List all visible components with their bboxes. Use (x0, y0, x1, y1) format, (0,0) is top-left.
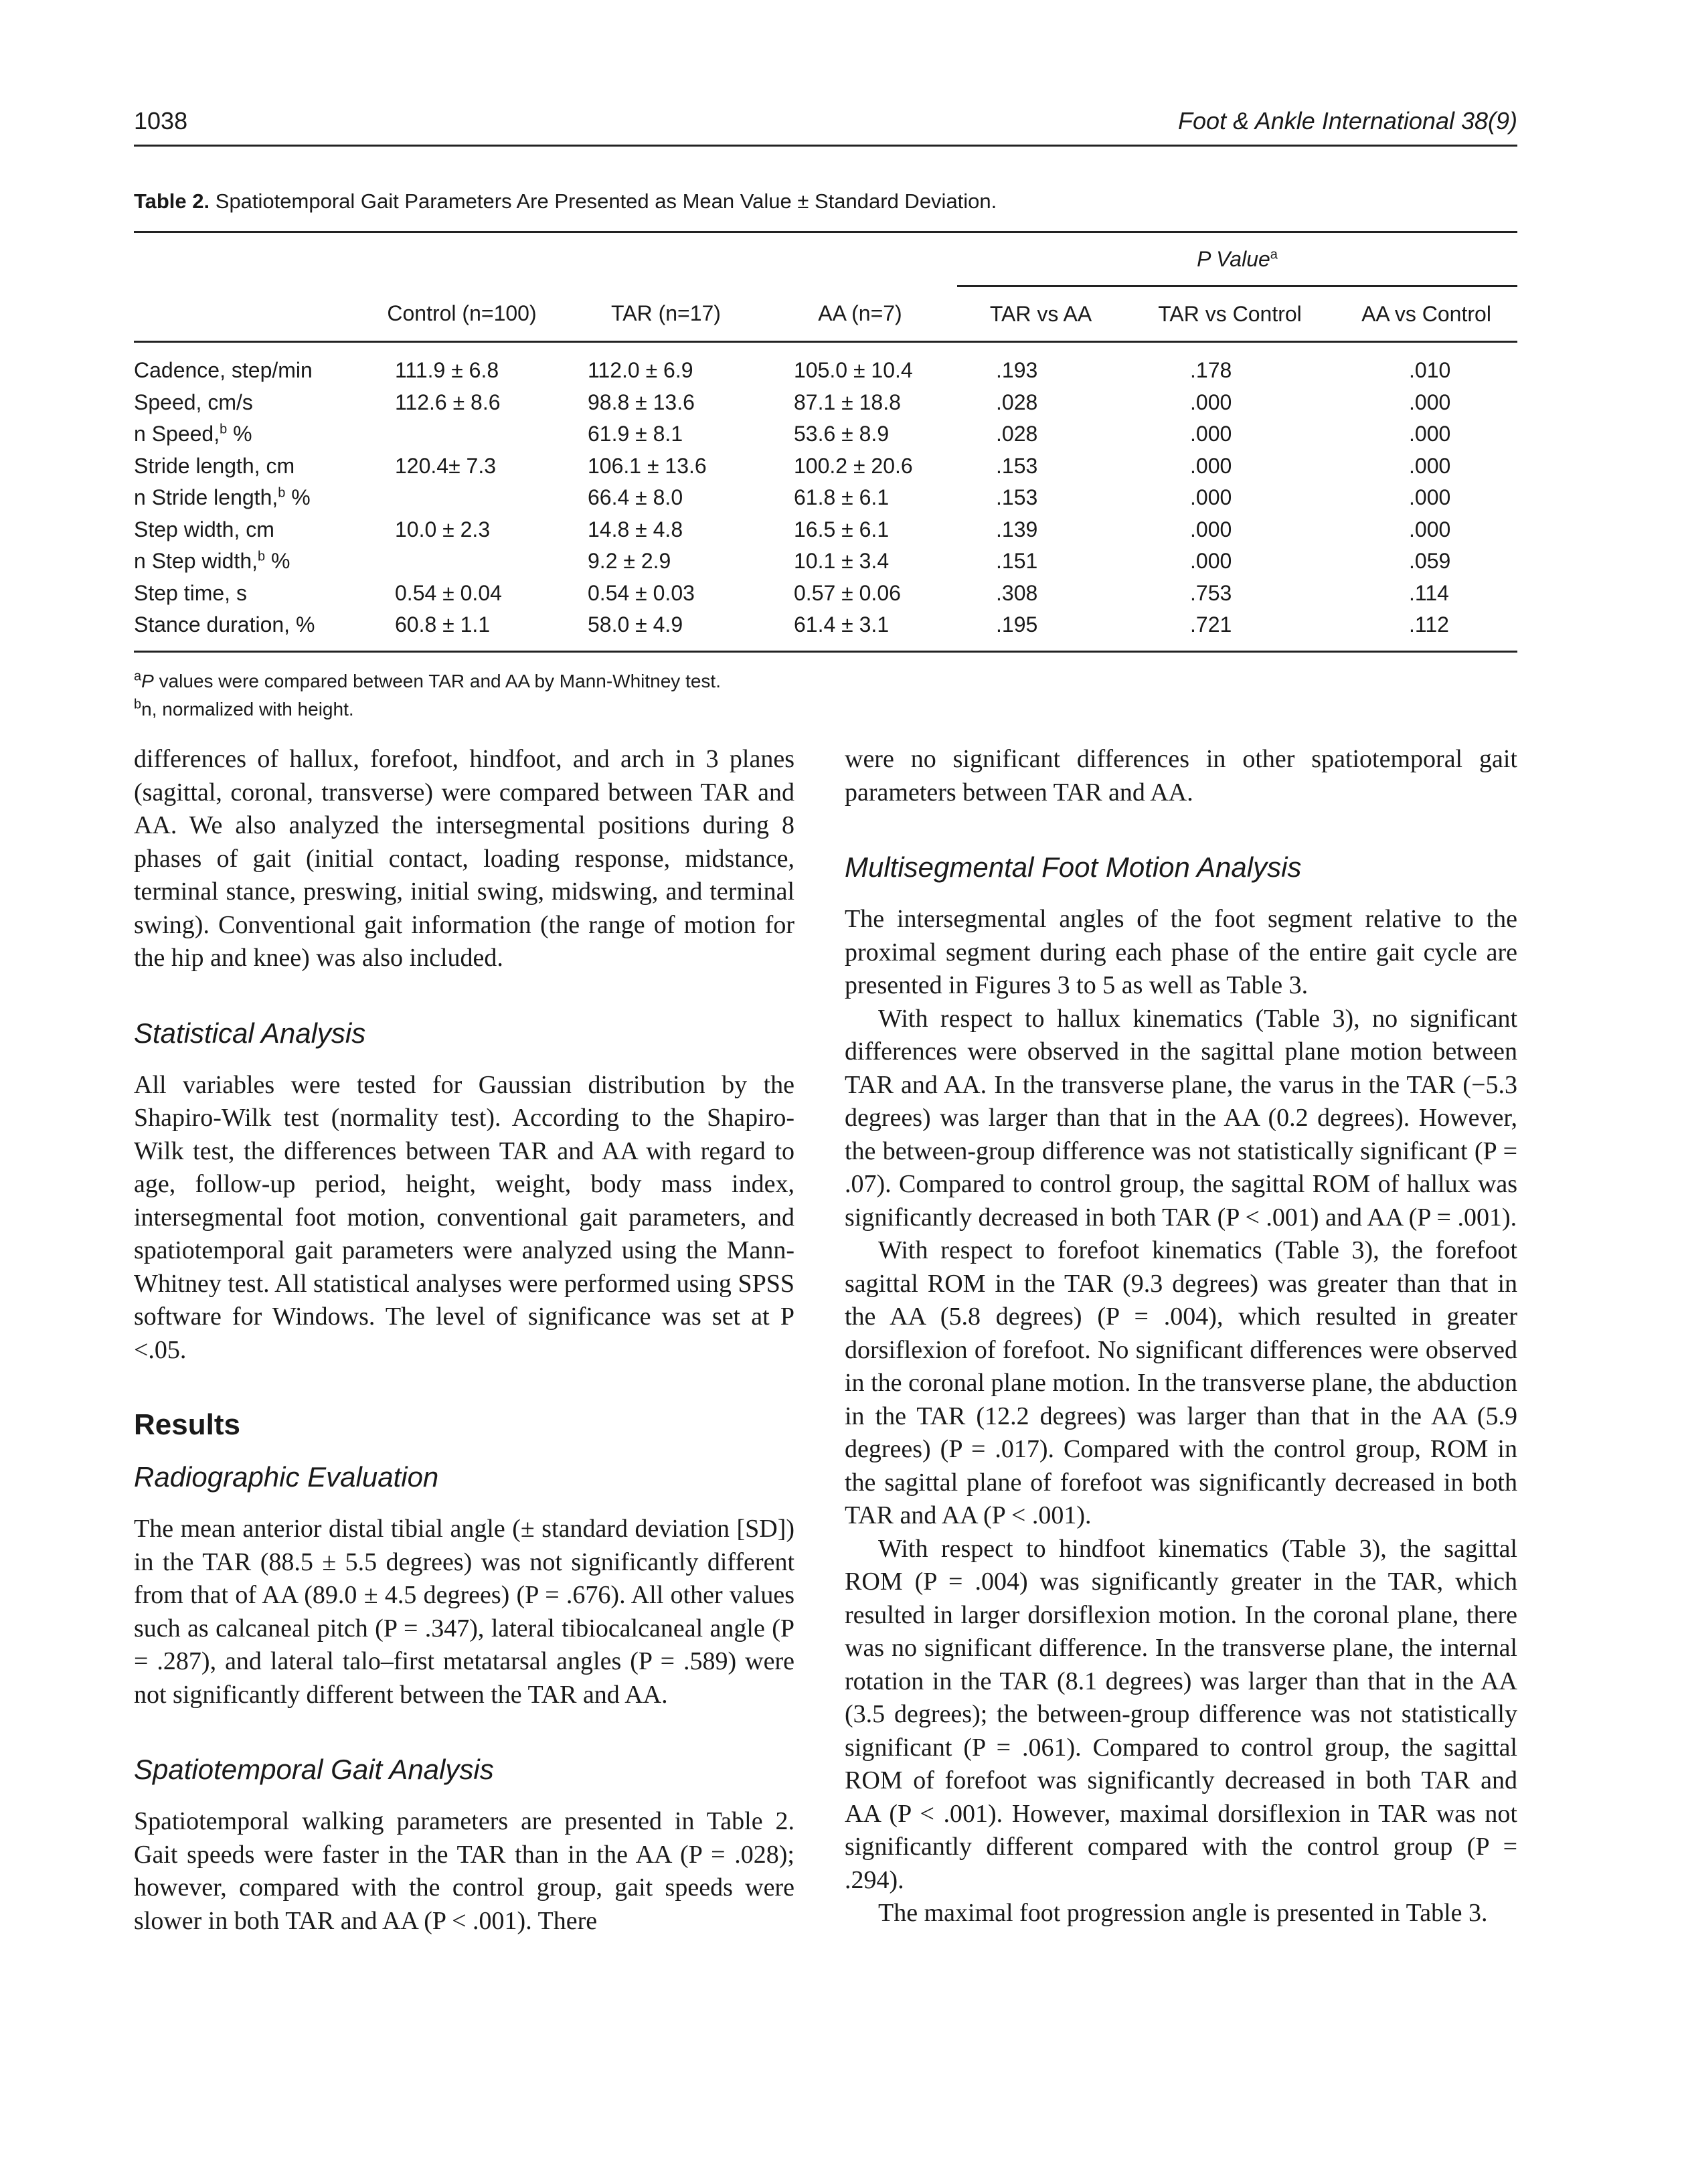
table-cell: .000 (1190, 422, 1232, 446)
table-row (134, 418, 1517, 450)
multisegmental-heading: Multisegmental Foot Motion Analysis (845, 851, 1302, 883)
table-cell: 98.8 ± 13.6 (588, 390, 695, 414)
forefoot-paragraph: With respect to forefoot kinematics (Table 3), the forefoot sagittal ROM in the TAR (9.3 degrees) was greater than that in the AA (5.8 degrees) (P = .004), which resulted in greater dorsiflexion of forefoot. No significant differences were observed in the coronal plane motion. In the transverse plane, the abduction in the TAR (12.2 degrees) was larger than that in the AA (5.9 degrees) (P = .017). Compared with the control group, ROM in the sagittal plane of forefoot was significantly decreased in both TAR and AA (P < .001). (845, 1236, 1517, 1529)
table-row (134, 545, 1517, 578)
gait-parameters-table (134, 231, 1517, 653)
table-cell: 0.57 ± 0.06 (794, 580, 901, 605)
radiographic-evaluation-heading: Radiographic Evaluation (134, 1461, 439, 1493)
row-label: Speed, cm/s (134, 390, 253, 414)
spatiotemporal-paragraph: Spatiotemporal walking parameters are presented in Table 2. Gait speeds were faster in the TAR than in the AA (P = .028); however, compared with the control group, gait speeds were slower in both TAR and AA (P < .001). There (134, 1807, 794, 1935)
table-body (134, 342, 1517, 652)
table-cell: 61.9 ± 8.1 (588, 422, 683, 446)
table-2 (134, 184, 1517, 724)
table-cell (355, 545, 569, 578)
table-cell: .153 (996, 485, 1038, 510)
row-label: Cadence, step/min (134, 358, 313, 383)
table-caption (134, 184, 1517, 219)
table-cell: 106.1 ± 13.6 (588, 453, 707, 478)
table-cell: .151 (996, 549, 1038, 574)
table-caption-text: Spatiotemporal Gait Parameters Are Presented as Mean Value ± Standard Deviation. (215, 189, 997, 213)
intro-paragraph: differences of hallux, forefoot, hindfoot, and arch in 3 planes (sagittal, coronal, transverse) were compared between TAR and AA. We also analyzed the intersegmental positions during 8 phases of gait (initial contact, loading response, midstance, terminal stance, preswing, initial swing, midswing, and terminal swing). Conventional gait information (the range of motion for the hip and knee) was also included. (134, 745, 794, 972)
table-cell: .112 (1335, 609, 1517, 651)
footnote-a: $^a$P values were compared between TAR and AA by Mann-Whitney test. (134, 669, 721, 691)
table-cell: .000 (1190, 390, 1232, 414)
table-cell: .000 (1190, 485, 1232, 510)
radiographic-paragraph: The mean anterior distal tibial angle (± standard deviation [SD]) in the TAR (88.5 ± 5.5 degrees) was not significantly different from that of AA (89.0 ± 4.5 degrees) (P = .676). All other values such as calcaneal pitch (P = .347), lateral tibiocalcaneal angle (P = .287), and lateral talo–first metatarsal angles (P = .589) were not significantly different between the TAR and AA. (134, 1515, 794, 1709)
table-cell: .721 (1124, 609, 1335, 651)
table-cell: 14.8 ± 4.8 (588, 517, 683, 541)
table-cell: .308 (996, 580, 1038, 605)
row-label: n Stride length,$^b$ % (134, 485, 311, 510)
table-cell: .000 (1190, 549, 1232, 574)
table-cell: .000 (1409, 485, 1451, 510)
multisegmental-paragraph-1: The intersegmental angles of the foot segment relative to the proximal segment during each phase of the entire gait cycle are presented in Figures 3 to 5 as well as Table 3. (845, 905, 1517, 999)
statistical-analysis-paragraph: All variables were tested for Gaussian distribution by the Shapiro-Wilk test (normality test). According to the Shapiro-Wilk test, the differences between TAR and AA with regard to age, follow-up period, height, weight, body mass index, intersegmental foot motion, conventional gait parameters, and spatiotemporal gait parameters were analyzed using the Mann-Whitney test. All statistical analyses were performed using SPSS software for Windows. The level of significance was set at P <.05. (134, 1070, 794, 1364)
table-cell: .010 (1409, 358, 1451, 383)
table-cell: .753 (1190, 580, 1232, 605)
table-cell: 58.0 ± 4.9 (569, 609, 763, 651)
continuation-paragraph: were no significant differences in other spatiotemporal gait parameters between TAR and AA. (845, 745, 1517, 807)
table-cell: .000 (1190, 453, 1232, 478)
col-header-aa: AA (n=7) (763, 286, 957, 342)
table-row (134, 450, 1517, 483)
row-label: Stance duration, % (134, 609, 355, 651)
table-cell: 112.0 ± 6.9 (588, 358, 693, 383)
left-column (134, 743, 794, 1938)
table-cell (355, 418, 569, 450)
table-cell: .193 (996, 358, 1038, 383)
footnote-b: $^b$n, normalized with height. (134, 697, 354, 720)
table-row (134, 514, 1517, 546)
table-cell (355, 482, 569, 514)
table-cell: .059 (1409, 549, 1451, 574)
table-cell: 10.0 ± 2.3 (395, 517, 491, 541)
table-cell: .195 (957, 609, 1124, 651)
hindfoot-paragraph: With respect to hindfoot kinematics (Table 3), the sagittal ROM (P = .004) was significantly greater in the TAR, which resulted in larger dorsiflexion motion. In the coronal plane, there was no significant difference. In the transverse plane, the internal rotation in the TAR (8.1 degrees) was larger than that in the AA (3.5 degrees); the between-group difference was not statistically significant (P = .061). Compared to control group, the sagittal ROM of forefoot was significantly decreased in both TAR and AA (P < .001). However, maximal dorsiflexion in TAR was not significantly different compared with the control group (P = .294). (845, 1534, 1517, 1894)
table-cell: .028 (996, 390, 1038, 414)
table-cell: 61.4 ± 3.1 (763, 609, 957, 651)
row-label: n Step width,$^b$ % (134, 549, 290, 574)
table-cell: 60.8 ± 1.1 (355, 609, 569, 651)
right-column (845, 743, 1517, 1930)
table-row (134, 387, 1517, 419)
table-cell: .000 (1409, 517, 1451, 541)
table-cell: .000 (1409, 390, 1451, 414)
col-header-tar: TAR (n=17) (569, 286, 763, 342)
table-row (134, 609, 1517, 651)
foot-progression-paragraph: The maximal foot progression angle is presented in Table 3. (878, 1899, 1488, 1927)
table-cell: 120.4± 7.3 (395, 453, 497, 478)
statistical-analysis-heading: Statistical Analysis (134, 1017, 366, 1049)
table-row (134, 578, 1517, 610)
table-row (134, 482, 1517, 514)
header-rule (134, 145, 1517, 147)
table-cell: 10.1 ± 3.4 (794, 549, 890, 574)
table-cell: 112.6 ± 8.6 (395, 390, 501, 414)
table-cell: .178 (1190, 358, 1232, 383)
page-number: 1038 (134, 107, 188, 135)
table-cell: .153 (996, 453, 1038, 478)
table-cell: 105.0 ± 10.4 (794, 358, 913, 383)
table-footnotes (134, 667, 1517, 724)
row-label: Step time, s (134, 580, 247, 605)
col-header-aa-vs-control: AA vs Control (1335, 286, 1517, 342)
table-row (134, 342, 1517, 387)
table-cell: .114 (1409, 580, 1449, 605)
results-heading: Results (134, 1408, 240, 1441)
row-label: Step width, cm (134, 517, 274, 541)
col-header-control: Control (n=100) (355, 286, 569, 342)
col-header-tar-vs-aa: TAR vs AA (957, 286, 1124, 342)
table-cell: .139 (996, 517, 1038, 541)
pvalue-group-header: P Value$^a$ (957, 232, 1517, 286)
table-cell: .000 (1409, 453, 1451, 478)
table-cell: 111.9 ± 6.8 (395, 358, 499, 383)
table-cell: 100.2 ± 20.6 (794, 453, 913, 478)
spatiotemporal-heading: Spatiotemporal Gait Analysis (134, 1754, 494, 1785)
table-caption-label: Table 2. (134, 189, 210, 213)
row-label: n Speed,$^b$ % (134, 422, 252, 446)
row-label: Stride length, cm (134, 453, 295, 478)
table-cell: 53.6 ± 8.9 (794, 422, 890, 446)
table-cell: 9.2 ± 2.9 (588, 549, 671, 574)
table-cell: .000 (1190, 517, 1232, 541)
hallux-paragraph: With respect to hallux kinematics (Table 3), no significant differences were observed in the sagittal plane motion between TAR and AA. In the transverse plane, the varus in the TAR (−5.3 degrees) was larger than that in the AA (0.2 degrees). However, the between-group difference was not statistically significant (P = .07). Compared to control group, the sagittal ROM of hallux was significantly decreased in both TAR (P < .001) and AA (P = .001). (845, 1004, 1517, 1232)
table-cell: 61.8 ± 6.1 (794, 485, 890, 510)
col-header-tar-vs-control: TAR vs Control (1124, 286, 1335, 342)
table-cell: 0.54 ± 0.04 (395, 580, 502, 605)
table-cell: .000 (1409, 422, 1451, 446)
table-cell: .028 (996, 422, 1038, 446)
table-cell: 0.54 ± 0.03 (588, 580, 695, 605)
table-cell: 66.4 ± 8.0 (588, 485, 683, 510)
table-cell: 87.1 ± 18.8 (794, 390, 901, 414)
table-cell: 16.5 ± 6.1 (794, 517, 890, 541)
journal-title: Foot & Ankle International 38(9) (1178, 107, 1517, 135)
